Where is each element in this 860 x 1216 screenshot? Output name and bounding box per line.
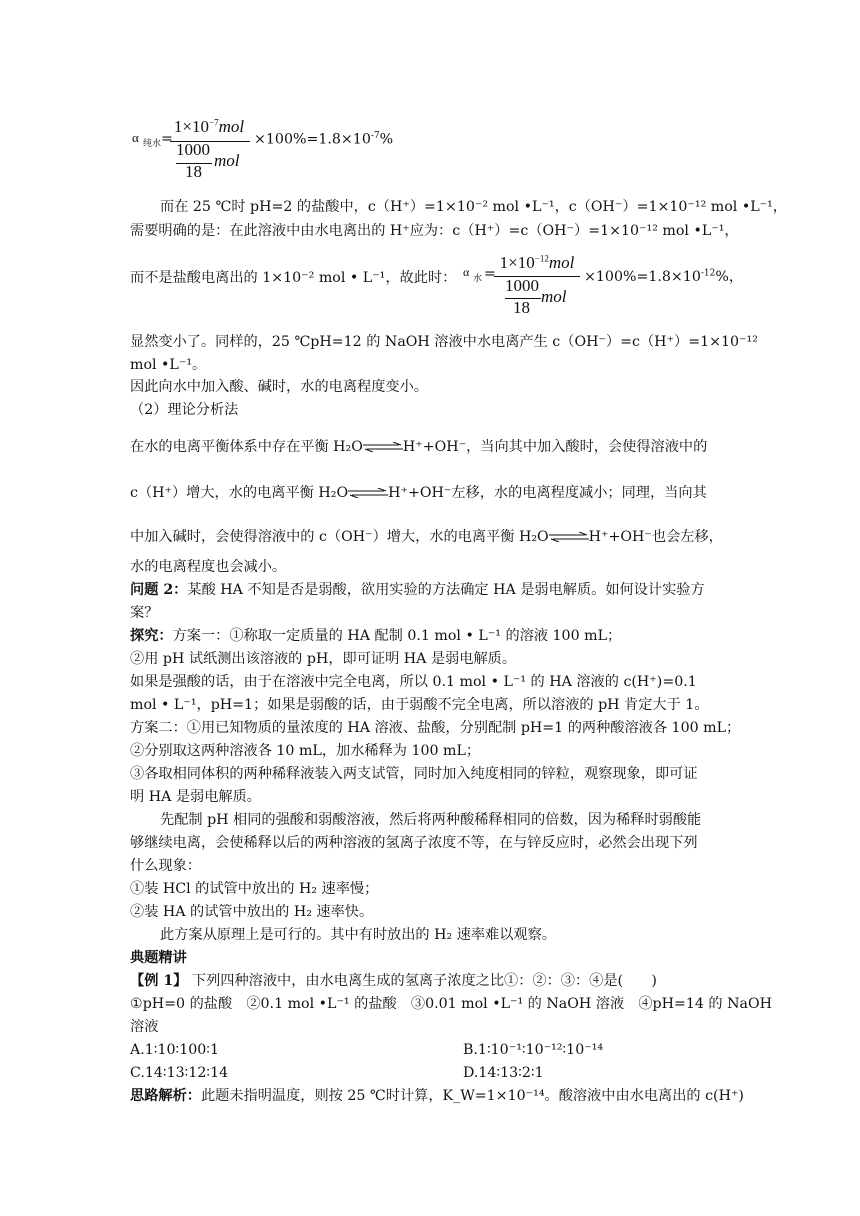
paragraph-line: 而在 25 ℃时 pH=2 的盐酸中，c（H⁺）=1×10⁻² mol •L⁻¹，c（OH⁻）=1×10⁻¹² mol •L⁻¹， [160,199,787,215]
paragraph-line: ②分别取这两种溶液各 10 mL，加水稀释为 100 mL； [130,743,481,759]
option-d: D.14∶13∶2∶1 [463,1065,544,1081]
paragraph-line: ②装 HA 的试管中放出的 H₂ 速率快。 [130,904,374,920]
paragraph-line: ②用 pH 试纸测出该溶液的 pH，即可证明 HA 是弱电解质。 [130,651,517,667]
paragraph-line: 显然变小了。同样的，25 ℃pH=12 的 NaOH 溶液中水电离产生 c（OH⁻）=c（H⁺）=1×10⁻¹² [130,334,758,350]
paragraph-line: 而不是盐酸电离出的 1×10⁻² mol • L⁻¹，故此时： [130,270,457,286]
option-c: C.14∶13∶12∶14 [130,1065,229,1081]
option-a: A.1∶10∶100∶1 [130,1042,220,1058]
solution-line: 思路解析：此题未指明温度，则按 25 ℃时计算，K_W=1×10⁻¹⁴。酸溶液中由水电离出的 c(H⁺) [130,1088,744,1104]
equilibrium-arrow-icon [348,488,388,498]
question-line: 问题 2：某酸 HA 不知是否是弱酸，欲用实验的方法确定 HA 是弱电解质。如何设计实验方 [130,582,705,598]
paragraph-line: 方案二：①用已知物质的量浓度的 HA 溶液、盐酸，分别配制 pH=1 的两种酸溶液各 100 mL； [130,720,741,736]
paragraph-line: 先配制 pH 相同的强酸和弱酸溶液，然后将两种酸稀释相同的倍数，因为稀释时弱酸能 [160,812,702,828]
paragraph-line: c（H⁺）增大，水的电离平衡 H₂O H⁺+OH⁻左移，水的电离程度减小；同理，当向其 [130,485,707,501]
section-heading: 典题精讲 [130,950,187,966]
paragraph-line: 需要明确的是：在此溶液中由水电离出的 H⁺应为：c（H⁺）=c（OH⁻）=1×10⁻¹² mol •L⁻¹， [130,223,739,239]
paragraph-line: ①pH=0 的盐酸 ②0.1 mol •L⁻¹ 的盐酸 ③0.01 mol •L⁻¹ 的 NaOH 溶液 ④pH=14 的 NaOH [130,996,772,1012]
paragraph-line: ①装 HCl 的试管中放出的 H₂ 速率慢； [130,881,379,897]
paragraph-line: 在水的电离平衡体系中存在平衡 H₂O H⁺+OH⁻，当向其中加入酸时，会使得溶液中的 [130,439,708,455]
paragraph-line: 明 HA 是弱电解质。 [130,789,261,805]
exploration-line: 探究：方案一：①称取一定质量的 HA 配制 0.1 mol • L⁻¹ 的溶液 100 mL； [130,628,622,644]
paragraph-line: mol • L⁻¹，pH=1；如果是弱酸的话，由于弱酸不完全电离，所以溶液的 pH 肯定大于 1。 [130,697,709,713]
paragraph-line: 什么现象： [130,858,201,874]
paragraph-line: 如果是强酸的话，由于在溶液中完全电离，所以 0.1 mol • L⁻¹ 的 HA 溶液的 c(H⁺)=0.1 [130,674,697,690]
paragraph-line: 中加入碱时，会使得溶液中的 c（OH⁻）增大，水的电离平衡 H₂O H⁺+OH⁻也会左移， [130,529,723,545]
example-line: 【例 1】 下列四种溶液中，由水电离生成的氢离子浓度之比①：②：③：④是( ) [130,973,657,989]
option-b: B.1∶10⁻¹∶10⁻¹²∶10⁻¹⁴ [463,1042,604,1058]
paragraph-line: 水的电离程度也会减小。 [130,559,287,575]
equilibrium-arrow-icon [363,442,403,452]
question-line: 案？ [130,605,159,621]
paragraph-line: 因此向水中加入酸、碱时，水的电离程度变小。 [130,379,428,395]
section-heading: （2）理论分析法 [130,402,239,418]
paragraph-line: 溶液 [130,1019,159,1035]
paragraph-line: mol •L⁻¹。 [130,357,207,373]
equilibrium-arrow-icon [549,532,589,542]
paragraph-line: ③各取相同体积的两种稀释液装入两支试管，同时加入纯度相同的锌粒，观察现象，即可证 [130,766,698,782]
document-page: α 纯水 = $1\times 10^{-7}mol$ 1000 18 mol $\times 100\%=1.8\times 10^{-7}\%$ 而在 25 ℃时 pH=2 的盐酸中，c（H⁺）=1×10⁻² mol •L⁻¹，c（OH⁻）=1×10⁻¹² mol •L⁻¹， 需要明确的是：在此溶液中由水电离出的 H⁺应为：c（H⁺）=c（OH⁻）=1×10⁻¹² mol •L⁻¹， 而不是盐酸电离出的 1×10⁻² mol • L⁻¹，故此时： α 水 = $1\times 10^{-12}mol$ 1000 18 mol $\times 100\%=1.8\times 10^{-12}\%$， 显然变小了。同样的，25 ℃pH=12 的 NaOH 溶液中水电离产生 c（OH⁻）=c（H⁺）=1×10⁻¹² mol •L⁻¹。 因此向水中加入酸、碱时，水的电离程度变小。 （2）理论分析法 在水的电离平衡体系中存在平衡 H₂O H⁺+OH⁻，当向其中加入酸时，会使得溶液中的 c（H⁺）增大，水的电离平衡 H₂O H⁺+OH⁻左移，水的电离程度减小；同理，当向其 中加入碱时，会使得溶液中的 c（OH⁻）增大，水的电离平衡 H₂O H⁺+OH⁻也会左移， 水的电离程度也会减小。 问题 2：某酸 HA 不知是否是弱酸，欲用实验的方法确定 HA 是弱电解质。如何设计实验方 案？ 探究：方案一：①称取一定质量的 HA 配制 0.1 mol • L⁻¹ 的溶液 100 mL； ②用 pH 试纸测出该溶液的 pH，即可证明 HA 是弱电解质。 如果是强酸的话，由于在溶液中完全电离，所以 0.1 mol • L⁻¹ 的 HA 溶液的 c(H⁺)=0.1 mol • L⁻¹，pH=1；如果是弱酸的话，由于弱酸不完全电离，所以溶液的 pH 肯定大于 1。 方案二：①用已知物质的量浓度的 HA 溶液、盐酸，分别配制 pH=1 的两种酸溶液各 100 mL； ②分别取这两种溶液各 10 mL，加水稀释为 100 mL； ③各取相同体积的两种稀释液装入两支试管，同时加入纯度相同的锌粒，观察现象，即可证 明 HA 是弱电解质。 先配制 pH 相同的强酸和弱酸溶液，然后将两种酸稀释相同的倍数，因为稀释时弱酸能 够继续电离，会使稀释以后的两种溶液的氢离子浓度不等，在与锌反应时，必然会出现下列 什么现象： ①装 HCl 的试管中放出的 H₂ 速率慢； ②装 HA 的试管中放出的 H₂ 速率快。 此方案从原理上是可行的。其中有时放出的 H₂ 速率难以观察。 典题精讲 【例 1】 下列四种溶液中，由水电离生成的氢离子浓度之比①：②：③：④是( ) ①pH=0 的盐酸 ②0.1 mol •L⁻¹ 的盐酸 ③0.01 mol •L⁻¹ 的 NaOH 溶液 ④pH=14 的 NaOH 溶液 A.1∶10∶100∶1 B.1∶10⁻¹∶10⁻¹²∶10⁻¹⁴ C.14∶13∶12∶14 D.14∶13∶2∶1 思路解析：此题未指明温度，则按 25 ℃时计算，K_W=1×10⁻¹⁴。酸溶液中由水电离出的 c(H⁺) [130,117,787,1104]
paragraph-line: 够继续电离，会使稀释以后的两种溶液的氢离子浓度不等，在与锌反应时，必然会出现下列 [130,835,698,851]
paragraph-line: 此方案从原理上是可行的。其中有时放出的 H₂ 速率难以观察。 [160,927,556,943]
